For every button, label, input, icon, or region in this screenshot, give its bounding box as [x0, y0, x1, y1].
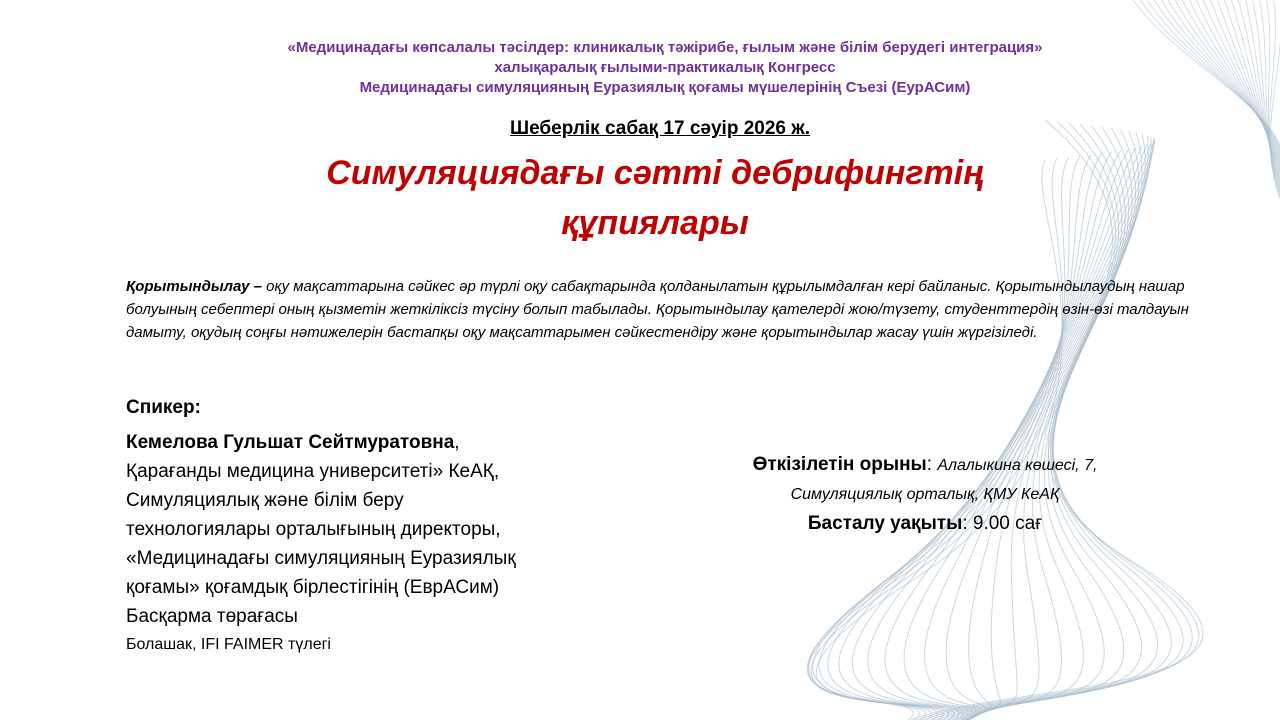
top-wave-line: [1259, 0, 1280, 204]
speaker-info: [126, 428, 646, 659]
start-time-label: Басталу уақыты: [807, 513, 963, 534]
speaker-name-suffix: ,: [454, 432, 460, 453]
speaker-heading: Спикер:: [126, 397, 201, 418]
top-wave-line: [1223, 0, 1280, 195]
top-wave-line: [1251, 0, 1280, 202]
title-line-1: Симуляциядағы сәтті дебрифингтің: [326, 154, 984, 192]
top-wave-line: [1173, 0, 1280, 181]
top-wave-line: [1270, 0, 1280, 208]
masterclass-title: [230, 148, 1080, 248]
top-wave-line: [1237, 0, 1280, 199]
start-time-value: 9.00 сағ: [972, 513, 1043, 534]
top-wave-line: [1266, 0, 1280, 206]
title-line-2: құпиялары: [561, 204, 749, 242]
top-wave-line: [1216, 0, 1280, 193]
top-wave-line: [1187, 0, 1280, 185]
venue-colon: :: [926, 454, 938, 475]
description-paragraph: [126, 275, 1196, 344]
venue-address: Алалыкина көшесі, 7,: [937, 457, 1098, 474]
speaker-alumni: Болашак, IFI FAIMER түлегі: [126, 636, 331, 653]
congress-type: халықаралық ғылыми-практикалық Конгресс: [494, 59, 836, 76]
venue-place-line: [660, 450, 1190, 480]
top-wave-line: [1230, 0, 1280, 197]
top-wave-line: [1180, 0, 1280, 183]
speaker-affiliation-3: технологиялары орталығының директоры,: [126, 519, 501, 540]
speaker-affiliation-6: Басқарма төрағасы: [126, 606, 298, 627]
masterclass-date: Шеберлік сабақ 17 сәуір 2026 ж.: [509, 118, 810, 139]
description-term: Қорытындылау –: [126, 278, 262, 295]
top-wave-line: [1270, 0, 1280, 210]
start-time-line: [660, 509, 1190, 538]
venue-info: [660, 450, 1190, 538]
congress-society: Медицинадағы симуляцияның Еуразиялық қоғамы мүшелерінің Съезі (ЕурАСим): [359, 79, 971, 96]
top-wave-line: [1244, 0, 1280, 201]
start-time-colon: :: [962, 513, 973, 534]
speaker-affiliation-2: Симуляциялық және білім беру: [126, 490, 404, 511]
speaker-name: Кемелова Гульшат Сейтмуратовна: [126, 432, 455, 453]
speaker-affiliation-5: қоғамы» қоғамдық бірлестігінің (ЕврАСим): [126, 577, 500, 598]
description-text: оқу мақсаттарына сәйкес әр түрлі оқу сабақтарында қолданылатын құрылымдалған кері байланыс. Қорытындылаудың нашар болуының себептері оның қызметін жеткіліксіз түсіну болып табылады. Қорытындылау қателерді жою/түзету, студенттердің өзін-өзі талдауын дамыту, оқудың соңғы нәтижелерін бастапқы оқу мақсаттарымен сәйкестендіру және қорытындылар жасау үшін жүргізіледі.: [126, 278, 1189, 341]
speaker-name-line: [126, 428, 646, 457]
top-wave-line: [1194, 0, 1280, 187]
congress-title: «Медицинадағы көпсалалы тәсілдер: клиникалық тәжірибе, ғылым және білім берудегі интеграция»: [287, 39, 1043, 56]
top-wave-line: [1201, 0, 1280, 189]
speaker-affiliation-1: Қарағанды медицина университеті» КеАҚ,: [126, 461, 500, 482]
speaker-affiliation-4: «Медицинадағы симуляцияның Еуразиялық: [126, 548, 516, 569]
venue-center: Симуляциялық орталық, ҚМУ КеАҚ: [790, 486, 1060, 503]
top-wave-line: [1166, 0, 1280, 180]
top-wave-line: [1209, 0, 1280, 191]
congress-header: [150, 38, 1180, 98]
venue-label: Өткізілетін орыны: [752, 454, 927, 475]
